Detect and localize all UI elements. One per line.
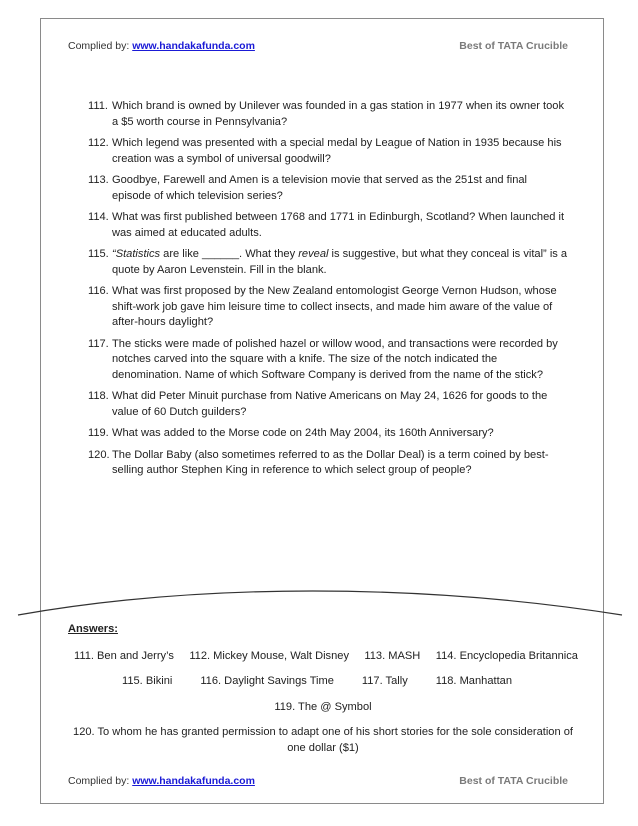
question-114 <box>88 210 568 241</box>
footer-compiled-label: Complied by: <box>68 775 130 787</box>
answer-115: 115. Bikini <box>121 675 173 687</box>
answers-row <box>68 674 578 690</box>
quote-word: reveal <box>298 248 329 260</box>
answers-row <box>68 649 578 665</box>
question-text: What did Peter Minuit purchase from Native Americans on May 24, 1626 for goods to the value of 60 Dutch guilders? <box>112 390 548 418</box>
question-text: The Dollar Baby (also sometimes referred to as the Dollar Deal) is a term coined by best-selling author Stephen King in reference to which select group of people? <box>112 448 549 476</box>
question-number: 114. <box>88 211 109 223</box>
footer-left <box>68 775 255 787</box>
question-number: 118. <box>88 390 109 402</box>
question-111 <box>88 99 568 130</box>
question-number: 120. <box>88 448 110 461</box>
answer-113: 113. MASH <box>364 649 421 662</box>
question-text: What was first published between 1768 and 1771 in Edinburgh, Scotland? When launched it was aimed at educated adults. <box>112 211 565 239</box>
quote-word: “Statistics <box>112 248 161 260</box>
question-number: 111. <box>88 100 108 112</box>
answer-117: 117. Tally <box>361 675 408 687</box>
header-compiled-label: Complied by: <box>68 40 130 52</box>
question-113 <box>88 173 568 204</box>
questions-list <box>88 99 568 485</box>
question-number: 115. <box>88 248 109 260</box>
question-number: 119. <box>88 427 109 439</box>
quote-text: is suggestive, but what they conceal is vital” is a quote by Aaron Levenstein. Fill in the blank. <box>112 248 568 276</box>
question-112 <box>88 136 568 167</box>
question-text: Goodbye, Farewell and Amen is a television movie that served as the 251st and final episode of which television series? <box>112 174 528 202</box>
question-text: What was added to the Morse code on 24th May 2004, its 160th Anniversary? <box>112 427 494 439</box>
page-header <box>68 40 568 52</box>
question-number: 112. <box>88 137 109 149</box>
quote-text: are like ______. What they <box>160 248 299 260</box>
question-number: 117. <box>88 337 109 350</box>
question-number: 116. <box>88 285 109 297</box>
question-115 <box>88 247 568 278</box>
answer-119: 119. The @ Symbol <box>274 700 372 713</box>
divider-curve <box>0 585 638 625</box>
question-text <box>112 247 568 278</box>
footer-site-link[interactable]: www.handakafunda.com <box>132 775 255 787</box>
header-left <box>68 40 255 52</box>
question-116 <box>88 284 568 331</box>
question-119 <box>88 426 568 442</box>
answer-112: 112. Mickey Mouse, Walt Disney <box>189 649 349 662</box>
question-117 <box>88 337 568 384</box>
answers-section <box>68 622 578 766</box>
question-118 <box>88 389 568 420</box>
header-site-link[interactable]: www.handakafunda.com <box>132 40 255 52</box>
answer-116: 116. Daylight Savings Time <box>200 675 334 687</box>
question-text: What was first proposed by the New Zealand entomologist George Vernon Hudson, whose shift-work job gave him leisure time to collect insects, and made him aware of the value of after-hours daylight? <box>112 285 557 328</box>
answer-120: 120. To whom he has granted permission to adapt one of his short stories for the sole consideration of one dollar ($1) <box>73 726 573 754</box>
footer-right-title: Best of TATA Crucible <box>459 775 568 787</box>
answer-118: 118. Manhattan <box>435 675 512 687</box>
question-text: Which legend was presented with a special medal by League of Nation in 1935 because his creation was a symbol of universal goodwill? <box>112 137 562 165</box>
question-text: The sticks were made of polished hazel or willow wood, and transactions were recorded by notches carved into the square with a knife. The size of the notch indicated the denomination. Name of which Software Company is derived from the name of the stick? <box>112 337 558 381</box>
answers-heading: Answers: <box>68 623 118 635</box>
question-number: 113. <box>88 174 109 186</box>
header-right-title: Best of TATA Crucible <box>459 40 568 52</box>
page-footer <box>68 775 568 787</box>
answer-114: 114. Encyclopedia Britannica <box>435 649 578 662</box>
answers-row <box>68 700 578 716</box>
question-text: Which brand is owned by Unilever was founded in a gas station in 1977 when its owner took a $5 worth course in Pennsylvania? <box>112 100 565 128</box>
question-120 <box>88 448 568 479</box>
answer-111: 111. Ben and Jerry’s <box>74 649 174 662</box>
divider-curve-line <box>18 591 622 615</box>
